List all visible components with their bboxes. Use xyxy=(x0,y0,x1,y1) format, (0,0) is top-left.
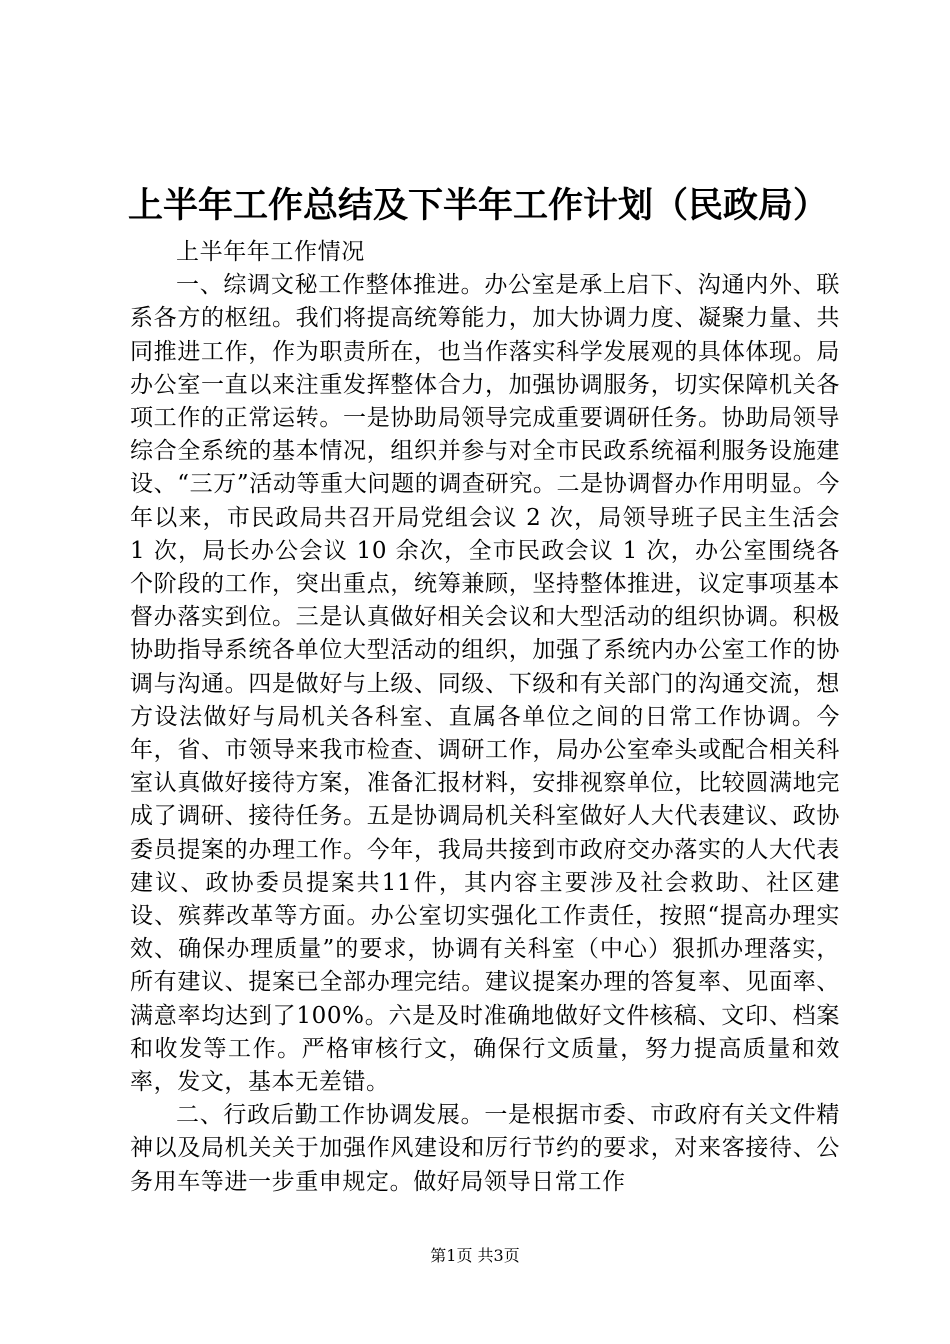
page-footer: 第1页 共3页 xyxy=(430,1246,520,1265)
paragraph-1: 一、综调文秘工作整体推进。办公室是承上启下、沟通内外、联系各方的枢纽。我们将提高统筹能力，加大协调力度、凝聚力量、共同推进工作，作为职责所在，也当作落实科学发展观的具体体现。局办公室一直以来注重发挥整体合力，加强协调服务，切实保障机关各项工作的正常运转。一是协助局领导完成重要调研任务。协助局领导综合全系统的基本情况，组织并参与对全市民政系统福利服务设施建设、“三万”活动等重大问题的调查研究。二是协调督办作用明显。今年以来，市民政局共召开局党组会议 2 次，局领导班子民主生活会 1 次，局长办公会议 10 余次，全市民政会议 1 次，办公室围绕各个阶段的工作，突出重点，统筹兼顾，坚持整体推进，议定事项基本督办落实到位。三是认真做好相关会议和大型活动的组织协调。积极协助指导系统各单位大型活动的组织，加强了系统内办公室工作的协调与沟通。四是做好与上级、同级、下级和有关部门的沟通交流，想方设法做好与局机关各科室、直属各单位之间的日常工作协调。今年，省、市领导来我市检查、调研工作，局办公室牵头或配合相关科室认真做好接待方案，准备汇报材料，安排视察单位，比较圆满地完成了调研、接待任务。五是协调局机关科室做好人大代表建议、政协委员提案的办理工作。今年，我局共接到市政府交办落实的人大代表建议、政协委员提案共11件，其内容主要涉及社会救助、社区建设、殡葬改革等方面。办公室切实强化工作责任，按照“提高办理实效、确保办理质量”的要求，协调有关科室（中心）狠抓办理落实，所有建议、提案已全部办理完结。建议提案办理的答复率、见面率、满意率均达到了100%。六是及时准确地做好文件核稿、文印、档案和收发等工作。严格审核行文，确保行文质量，努力提高质量和效率，发文，基本无差错。 xyxy=(130,272,840,1096)
section-heading: 上半年年工作情况 xyxy=(176,239,365,265)
document-body xyxy=(130,236,840,1199)
paragraph-2: 二、行政后勤工作协调发展。一是根据市委、市政府有关文件精神以及局机关关于加强作风建设和厉行节约的要求，对来客接待、公务用车等进一步重申规定。做好局领导日常工作 xyxy=(130,1102,840,1195)
document-title: 上半年工作总结及下半年工作计划（民政局） xyxy=(128,185,829,226)
